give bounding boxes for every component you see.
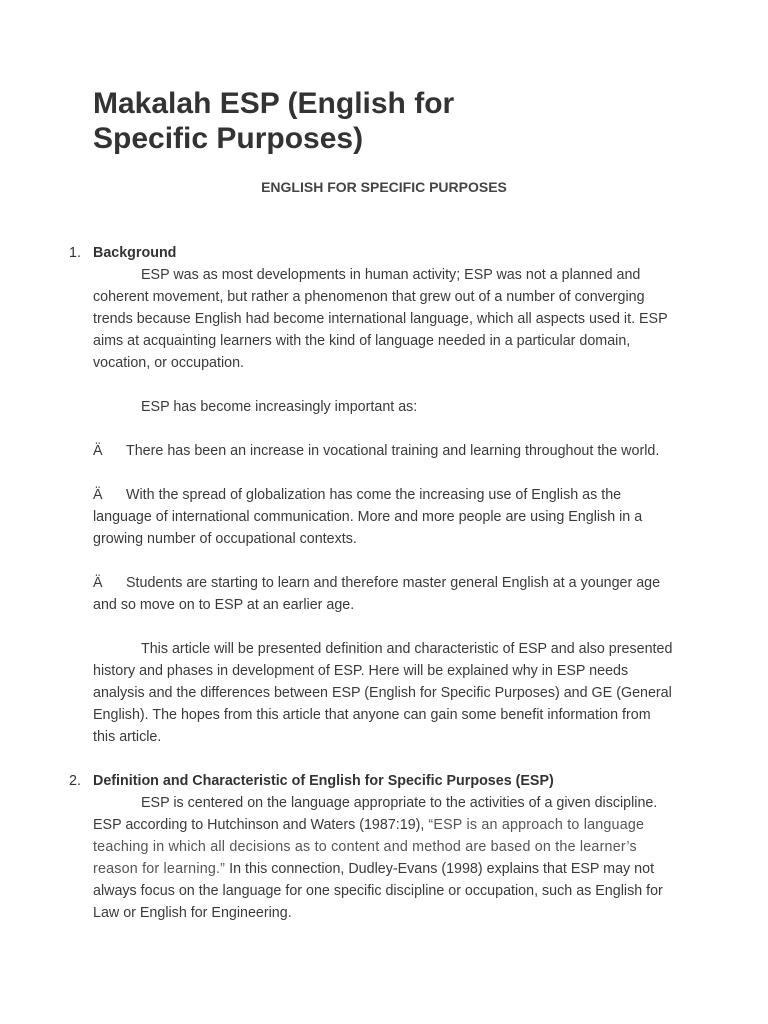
bullet-item	[93, 484, 675, 550]
section-number: 2.	[69, 773, 81, 789]
background-paragraph: ESP was as most developments in human activity; ESP was not a planned and coherent movement, but rather a phenomenon that grew out of a number of converging trends because English had become international language, which all aspects used it. ESP aims at acquainting learners with the kind of language needed in a particular domain, vocation, or occupation.	[93, 267, 668, 371]
section-heading-text: Definition and Characteristic of English for Specific Purposes (ESP)	[93, 773, 554, 789]
document-subtitle: ENGLISH FOR SPECIFIC PURPOSES	[261, 179, 507, 195]
hutchinson-waters-quote: “ESP is an approach to language teaching in which all decisions as to content and method are based on the learner’s reason for learning.”	[93, 817, 645, 877]
article-overview-paragraph: This article will be presented definition and characteristic of ESP and also presented history and phases in development of ESP. Here will be explained why in ESP needs analysis and the differences between ESP (English for Specific Purposes) and GE (General English). The hopes from this article that anyone can gain some benefit information from this article.	[93, 641, 673, 745]
section-heading-definition	[69, 770, 675, 792]
document-body	[69, 242, 675, 924]
bullet-item	[93, 440, 675, 462]
definition-paragraph	[93, 792, 675, 924]
section-number: 1.	[69, 245, 81, 261]
bullet-item	[93, 572, 675, 616]
section-heading-background	[69, 242, 675, 264]
importance-lead-paragraph: ESP has become increasingly important as:	[141, 399, 418, 415]
bullet-text: With the spread of globalization has come the increasing use of English as the language of international communication. More and more people are using English in a growing number of occupational contexts.	[93, 487, 643, 547]
section-heading-text: Background	[93, 245, 177, 261]
bullet-text: There has been an increase in vocational training and learning throughout the world.	[126, 443, 660, 459]
bullet-marker: Ä	[93, 575, 103, 591]
bullet-marker: Ä	[93, 487, 103, 503]
bullet-text: Students are starting to learn and therefore master general English at a younger age and so move on to ESP at an earlier age.	[93, 575, 661, 613]
definition-text-end: In this connection, Dudley-Evans (1998) explains that ESP may not always focus on the language for one specific discipline or occupation, such as English for Law or English for Engineering.	[93, 861, 663, 921]
bullet-marker: Ä	[93, 443, 103, 459]
definition-text-start: ESP is centered on the language appropriate to the activities of a given discipline. ESP according to Hutchinson and Waters (1987:19),	[93, 795, 658, 833]
document-title: Makalah ESP (English for Specific Purposes)	[93, 87, 455, 155]
